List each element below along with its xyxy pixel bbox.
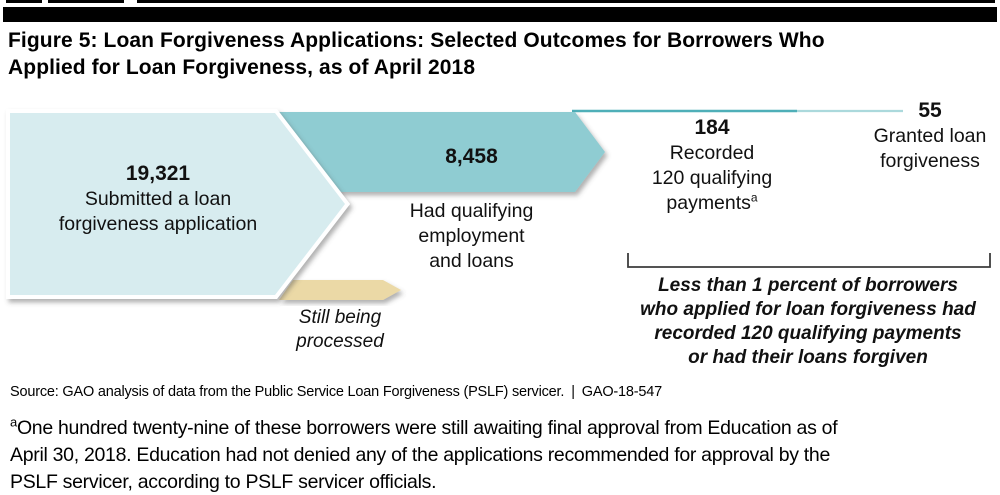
stage2-label [349,199,594,274]
stage4-text-line2: forgiveness [880,150,980,172]
stage1-label [10,161,306,237]
footnote-line3: PSLF servicer, according to PSLF servicer officials. [10,471,437,493]
stage4-text-line1: Granted loan [873,125,987,147]
footnote-marker: a [10,414,17,430]
top-edge-artifact [6,0,42,3]
stage2-text-line3: and loans [429,250,514,272]
stage2-text-line1: Had qualifying [409,200,534,222]
figure-title-line1: Figure 5: Loan Forgiveness Applications: Selected Outcomes for Borrowers Who [8,29,825,52]
footnote-line1-text: One hundred twenty-nine of these borrowers were still awaiting final approval from Education as of [16,417,838,439]
stage3-text-line3 [612,191,812,216]
processing-text-line1: Still being [298,307,382,328]
source-text: Source: GAO analysis of data from the Public Service Loan Forgiveness (PSLF) servicer. [10,384,565,400]
annotation-line4: or had their loans forgiven [688,347,928,368]
footnote-line2: April 30, 2018. Education had not denied any of the applications recommended for approval by the [10,444,831,466]
stage1-text-line1: Submitted a loan [84,188,232,210]
header-divider-bar [3,7,997,22]
figure-title [8,27,993,81]
stage2-value: 8,458 [445,145,498,168]
stage4-value: 55 [918,99,942,122]
processing-arrow [279,280,401,300]
stage3-text-line2: 120 qualifying [651,167,773,189]
stage2-text-line2: employment [418,225,525,247]
stage1-value: 19,321 [125,162,191,185]
annotation-line3: recorded 120 qualifying payments [654,323,962,344]
source-separator: | [571,384,575,400]
annotation-bracket [628,253,990,267]
report-id: GAO-18-547 [581,384,662,400]
stage3-text-line3-main: payments [666,192,751,214]
stage3-footnote-marker: a [750,190,758,205]
stage4-label [855,98,1000,174]
processing-text-line2: processed [296,331,384,352]
annotation-line2: who applied for loan forgiveness had [640,299,976,320]
top-edge-artifact [48,0,124,3]
top-edge-artifact [137,0,995,3]
stage3-text-line1: Recorded [669,142,755,164]
footnote [10,415,995,495]
stage1-text-line2: forgiveness application [58,213,258,235]
annotation-line1: Less than 1 percent of borrowers [658,275,958,296]
figure-title-line2: Applied for Loan Forgiveness, as of April 2018 [8,56,476,79]
stage3-label [612,115,812,216]
stage2-value-wrap [349,144,594,170]
source-line [10,384,995,400]
footnote-line1 [10,415,995,442]
stage3-value: 184 [694,116,730,139]
